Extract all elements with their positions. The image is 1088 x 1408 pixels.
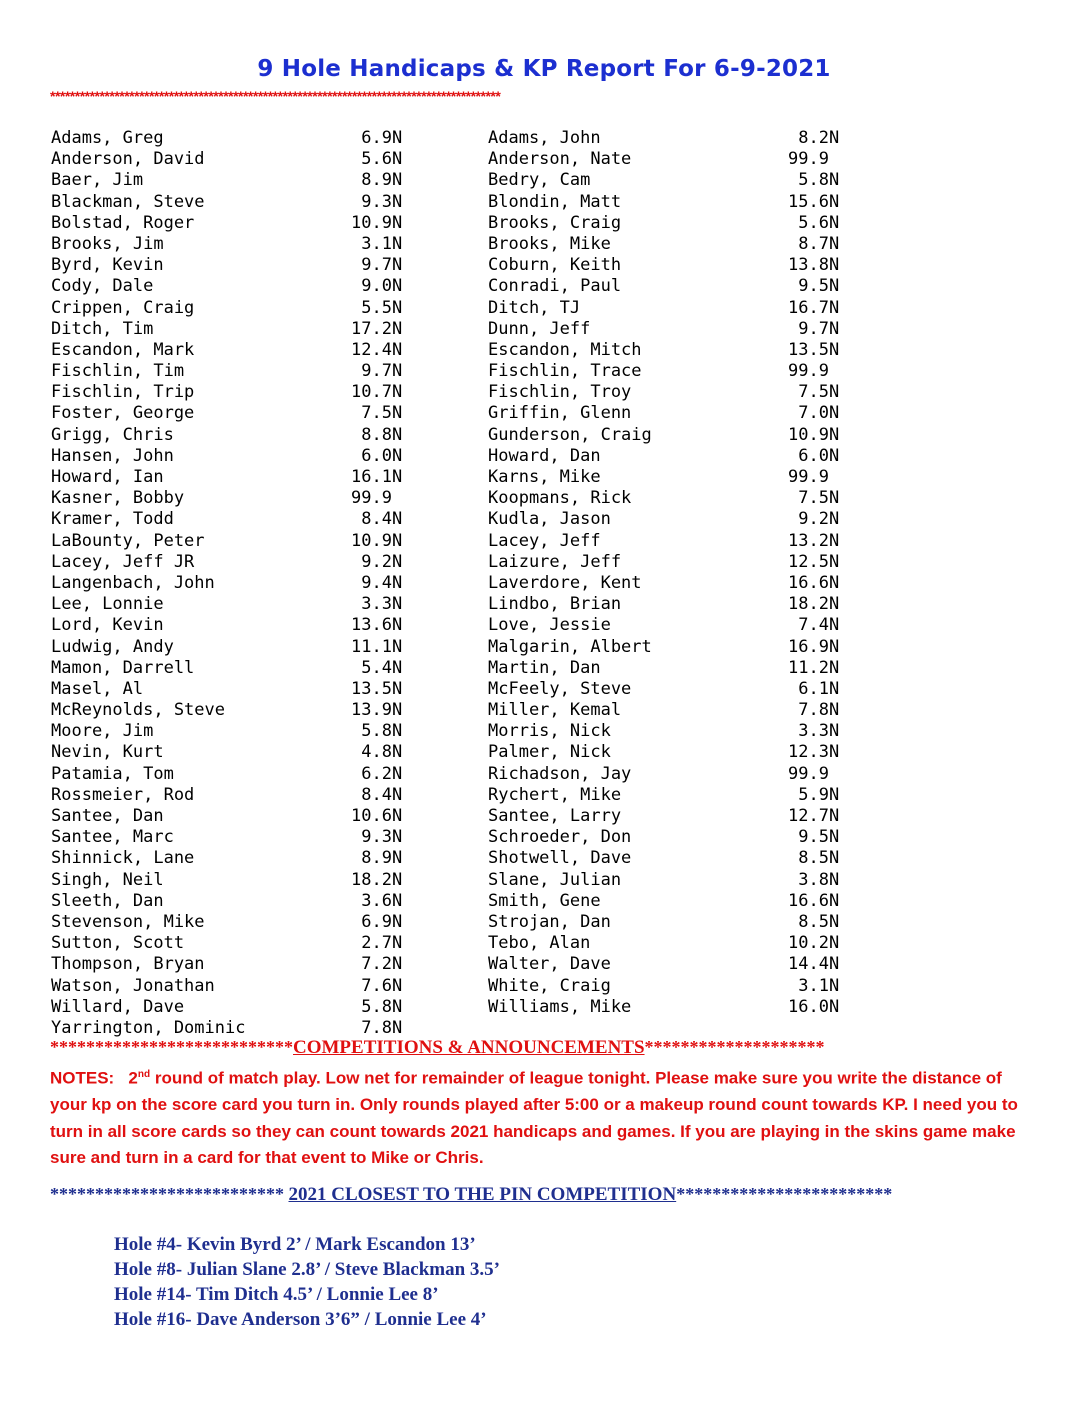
player-name: Santee, Dan [51, 806, 164, 826]
player-name: Smith, Gene [488, 890, 601, 911]
player-name: Conradi, Paul [488, 276, 622, 297]
player-name: Moore, Jim [51, 721, 154, 742]
player-name: Ditch, TJ [488, 297, 581, 318]
player-name: Shotwell, Dave [488, 848, 632, 869]
player-name: Lord, Kevin [51, 615, 164, 636]
player-handicap: 9.2N [351, 551, 403, 572]
player-name: Tebo, Alan [488, 933, 591, 954]
player-handicap: 99.9 [351, 488, 392, 509]
player-name: Lacey, Jeff JR [51, 551, 195, 572]
player-handicap: 15.6N [788, 191, 840, 212]
player-handicap: 7.6N [351, 975, 403, 996]
player-handicap: 9.4N [351, 572, 403, 593]
player-handicap: 9.7N [351, 255, 403, 276]
player-handicap: 9.2N [788, 509, 840, 530]
player-handicap: 16.7N [788, 297, 840, 318]
player-handicap: 13.8N [788, 255, 840, 276]
player-handicap: 3.8N [788, 869, 840, 890]
player-name: Anderson, David [51, 149, 205, 170]
player-handicap: 10.9N [351, 212, 403, 233]
kp-heading-line [50, 1184, 1050, 1206]
player-handicap: 11.2N [788, 657, 840, 678]
player-handicap: 18.2N [351, 869, 403, 890]
player-name: Adams, Greg [51, 128, 164, 148]
player-handicap: 7.4N [788, 615, 840, 636]
kp-result-hole-16: Hole #16- Dave Anderson 3’6” / Lonnie Lee 4’ [114, 1309, 487, 1330]
player-handicap: 6.2N [351, 763, 403, 784]
player-handicap: 13.5N [351, 678, 403, 699]
player-handicap: 10.6N [351, 806, 403, 826]
player-name: Langenbach, John [51, 572, 215, 593]
player-name: Foster, George [51, 403, 195, 424]
player-name: Blackman, Steve [51, 191, 205, 212]
player-handicap: 2.7N [351, 933, 403, 954]
player-handicap: 6.0N [788, 445, 840, 466]
player-name: Laverdore, Kent [488, 572, 642, 593]
player-name: Brooks, Jim [51, 233, 164, 254]
player-handicap: 5.8N [351, 721, 403, 742]
player-name: Coburn, Keith [488, 255, 622, 276]
player-name: Miller, Kemal [488, 700, 622, 721]
player-handicap: 9.5N [788, 827, 840, 848]
player-name: Shinnick, Lane [51, 848, 195, 869]
player-name: Adams, John [488, 128, 601, 148]
player-handicap: 12.5N [788, 551, 840, 572]
player-name: Sleeth, Dan [51, 890, 164, 911]
player-handicap: 5.6N [351, 149, 403, 170]
round-ordinal: nd [137, 1069, 151, 1080]
round-number: 2 [128, 1068, 138, 1088]
player-name: Morris, Nick [488, 721, 611, 742]
player-handicap: 6.9N [351, 911, 403, 932]
player-handicap: 99.9 [788, 149, 829, 170]
player-name: Yarrington, Dominic [51, 1017, 246, 1038]
player-name: Fischlin, Tim [51, 361, 185, 382]
player-name: Walter, Dave [488, 954, 611, 975]
kp-result-hole-8: Hole #8- Julian Slane 2.8’ / Steve Blackman 3.5’ [114, 1259, 500, 1280]
player-name: Fischlin, Trace [488, 361, 642, 382]
player-handicap: 7.5N [788, 382, 840, 403]
player-name: Martin, Dan [488, 657, 601, 678]
player-handicap: 5.6N [788, 212, 840, 233]
player-handicap: 8.9N [351, 848, 403, 869]
player-name: Ludwig, Andy [51, 636, 174, 657]
player-handicap: 3.3N [351, 594, 403, 615]
player-name: Watson, Jonathan [51, 975, 215, 996]
player-handicap: 8.5N [788, 911, 840, 932]
player-handicap: 7.5N [788, 488, 840, 509]
player-name: Koopmans, Rick [488, 488, 632, 509]
player-name: Sutton, Scott [51, 933, 185, 954]
player-name: Dunn, Jeff [488, 318, 591, 339]
player-name: Rychert, Mike [488, 784, 622, 805]
player-name: Thompson, Bryan [51, 954, 205, 975]
player-name: Brooks, Craig [488, 212, 622, 233]
player-name: Love, Jessie [488, 615, 611, 636]
player-handicap: 9.3N [351, 827, 403, 848]
player-name: Williams, Mike [488, 996, 632, 1017]
player-name: Blondin, Matt [488, 191, 622, 212]
player-handicap: 8.2N [788, 128, 840, 148]
player-name: Karns, Mike [488, 467, 601, 487]
player-name: Santee, Marc [51, 827, 174, 848]
player-handicap: 12.3N [788, 742, 840, 763]
player-handicap: 5.8N [351, 996, 403, 1017]
player-handicap: 4.8N [351, 742, 403, 763]
player-handicap: 8.4N [351, 509, 403, 530]
player-handicap: 8.8N [351, 424, 403, 445]
player-handicap: 13.9N [351, 700, 403, 721]
player-handicap: 3.6N [351, 890, 403, 911]
player-handicap: 8.5N [788, 848, 840, 869]
stars-before: ************************** [50, 1184, 289, 1204]
player-handicap: 3.1N [351, 233, 403, 254]
player-name: Patamia, Tom [51, 763, 174, 784]
player-handicap: 18.2N [788, 594, 840, 615]
kp-result-hole-14: Hole #14- Tim Ditch 4.5’ / Lonnie Lee 8’ [114, 1284, 439, 1305]
player-handicap: 9.7N [788, 318, 840, 339]
player-handicap: 10.2N [788, 933, 840, 954]
player-handicap: 7.8N [351, 1017, 403, 1038]
kp-result-hole-4: Hole #4- Kevin Byrd 2’ / Mark Escandon 13’ [114, 1234, 476, 1255]
player-name: Bolstad, Roger [51, 212, 195, 233]
player-name: Gunderson, Craig [488, 424, 652, 445]
player-name: Lindbo, Brian [488, 594, 622, 615]
player-handicap: 16.9N [788, 636, 840, 657]
player-handicap: 9.5N [788, 276, 840, 297]
player-handicap: 13.2N [788, 530, 840, 551]
player-handicap: 13.6N [351, 615, 403, 636]
kp-heading: 2021 CLOSEST TO THE PIN COMPETITION [288, 1184, 677, 1205]
player-name: Cody, Dale [51, 276, 154, 297]
stars-after: ******************** [644, 1037, 825, 1057]
player-name: Howard, Dan [488, 445, 601, 466]
competitions-heading-line [50, 1037, 1050, 1059]
player-handicap: 6.9N [351, 128, 403, 148]
player-name: Escandon, Mitch [488, 339, 642, 360]
player-name: Kasner, Bobby [51, 488, 185, 509]
player-handicap: 10.9N [788, 424, 840, 445]
player-handicap: 3.3N [788, 721, 840, 742]
player-name: Masel, Al [51, 678, 144, 699]
separator-stars: ******************************************************************************************* [50, 88, 501, 104]
player-handicap: 5.8N [788, 170, 840, 191]
player-handicap: 9.7N [351, 361, 403, 382]
notes-paragraph [50, 1062, 1025, 1172]
player-handicap: 13.5N [788, 339, 840, 360]
player-handicap: 16.6N [788, 572, 840, 593]
player-name: Schroeder, Don [488, 827, 632, 848]
notes-label: NOTES: [50, 1068, 115, 1088]
player-name: Baer, Jim [51, 170, 144, 191]
stars-before: *************************** [50, 1037, 293, 1057]
player-name: Singh, Neil [51, 869, 164, 890]
player-handicap: 11.1N [351, 636, 403, 657]
player-name: Lacey, Jeff [488, 530, 601, 551]
player-name: Brooks, Mike [488, 233, 611, 254]
player-handicap: 8.7N [788, 233, 840, 254]
report-title: 9 Hole Handicaps & KP Report For 6-9-2021 [257, 56, 831, 82]
player-handicap: 7.0N [788, 403, 840, 424]
kp-results [114, 1232, 500, 1332]
player-name: Griffin, Glenn [488, 403, 632, 424]
player-name: Grigg, Chris [51, 424, 174, 445]
player-name: Strojan, Dan [488, 911, 611, 932]
player-name: Rossmeier, Rod [51, 784, 195, 805]
player-name: McReynolds, Steve [51, 700, 225, 721]
player-handicap: 5.9N [788, 784, 840, 805]
player-handicap: 7.8N [788, 700, 840, 721]
player-handicap: 12.4N [351, 339, 403, 360]
player-name: Malgarin, Albert [488, 636, 652, 657]
player-name: Richadson, Jay [488, 763, 632, 784]
player-name: LaBounty, Peter [51, 530, 205, 551]
player-name: Santee, Larry [488, 806, 622, 826]
player-handicap: 16.6N [788, 890, 840, 911]
player-handicap: 99.9 [788, 361, 829, 382]
player-name: Willard, Dave [51, 996, 185, 1017]
player-name: Byrd, Kevin [51, 255, 164, 276]
player-handicap: 9.3N [351, 191, 403, 212]
player-name: Bedry, Cam [488, 170, 591, 191]
player-name: Ditch, Tim [51, 318, 154, 339]
player-handicap: 5.5N [351, 297, 403, 318]
player-handicap: 7.2N [351, 954, 403, 975]
player-handicap: 6.1N [788, 678, 840, 699]
player-handicap: 16.0N [788, 996, 840, 1017]
player-name: Laizure, Jeff [488, 551, 622, 572]
player-name: McFeely, Steve [488, 678, 632, 699]
player-handicap: 10.7N [351, 382, 403, 403]
player-handicap: 5.4N [351, 657, 403, 678]
notes-text: round of match play. Low net for remainder of league tonight. Please make sure you write the distance of your kp on the score card you turn in. Only rounds played after 5:00 or a makeup round count towards KP. I need you to turn in all score cards so they can count towards 2021 handicaps and games. If you are playing in the skins game make sure and turn in a card for that event to Mike or Chris. [50, 1068, 1018, 1168]
player-name: Fischlin, Troy [488, 382, 632, 403]
player-name: Crippen, Craig [51, 297, 195, 318]
player-name: Escandon, Mark [51, 339, 195, 360]
player-handicap: 6.0N [351, 445, 403, 466]
player-name: Hansen, John [51, 445, 174, 466]
player-name: Lee, Lonnie [51, 594, 164, 615]
player-handicap: 3.1N [788, 975, 840, 996]
player-handicap: 99.9 [788, 467, 829, 487]
player-name: Fischlin, Trip [51, 382, 195, 403]
player-name: Howard, Ian [51, 467, 164, 487]
player-handicap: 16.1N [351, 467, 403, 487]
player-handicap: 17.2N [351, 318, 403, 339]
player-handicap: 10.9N [351, 530, 403, 551]
player-handicap: 9.0N [351, 276, 403, 297]
player-name: Stevenson, Mike [51, 911, 205, 932]
player-handicap: 14.4N [788, 954, 840, 975]
player-name: Mamon, Darrell [51, 657, 195, 678]
player-handicap: 8.4N [351, 784, 403, 805]
stars-after: ************************ [676, 1184, 893, 1204]
player-name: White, Craig [488, 975, 611, 996]
player-name: Anderson, Nate [488, 149, 632, 170]
player-name: Slane, Julian [488, 869, 622, 890]
player-handicap: 7.5N [351, 403, 403, 424]
player-handicap: 99.9 [788, 763, 829, 784]
player-name: Kudla, Jason [488, 509, 611, 530]
competitions-heading: COMPETITIONS & ANNOUNCEMENTS [293, 1037, 645, 1058]
player-name: Kramer, Todd [51, 509, 174, 530]
player-handicap: 12.7N [788, 806, 840, 826]
player-handicap: 8.9N [351, 170, 403, 191]
player-name: Nevin, Kurt [51, 742, 164, 763]
player-name: Palmer, Nick [488, 742, 611, 763]
